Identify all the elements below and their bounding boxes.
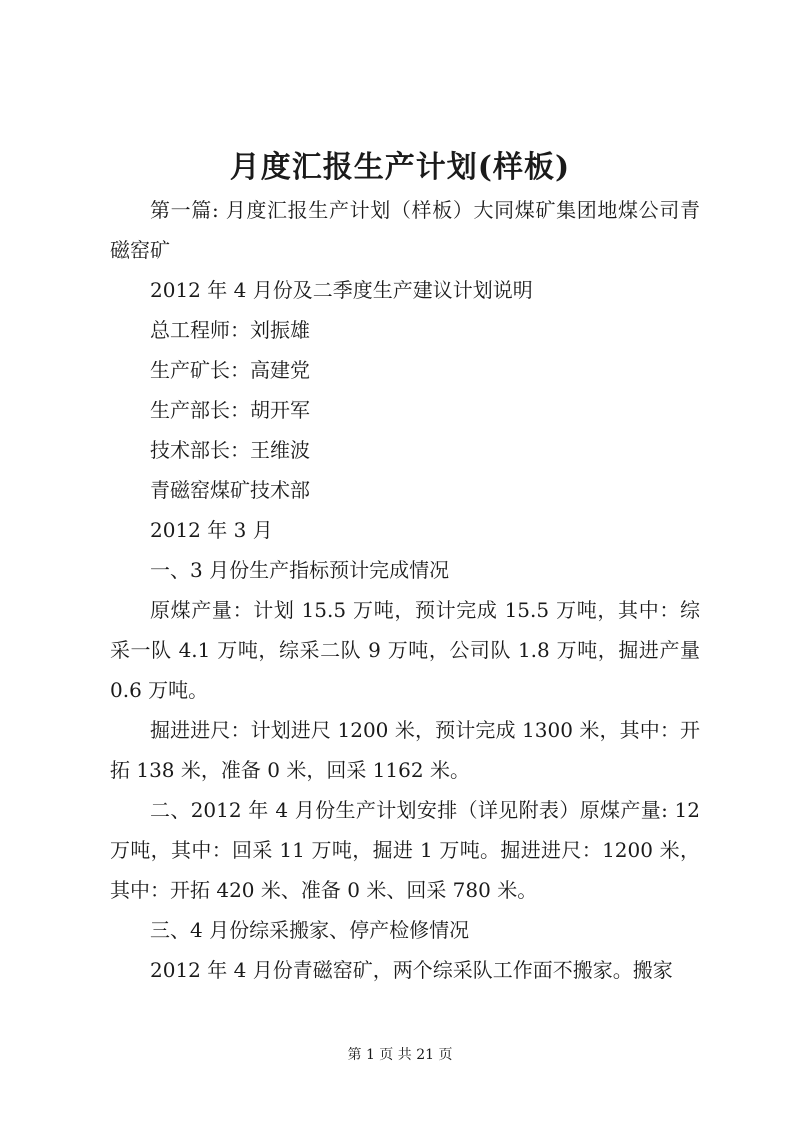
document-title: 月度汇报生产计划(样板) xyxy=(229,150,571,185)
paragraph: 三、4 月份综采搬家、停产检修情况 xyxy=(150,918,470,942)
paragraph: 原煤产量：计划 15.5 万吨，预计完成 15.5 万吨，其中：综采一队 4.1 万吨，综采二队 9 万吨，公司队 1.8 万吨，掘进产量 0.6 万吨。 xyxy=(110,598,700,702)
paragraph: 2012 年 4 月份青磁窑矿，两个综采队工作面不搬家。搬家 xyxy=(150,958,673,982)
paragraph: 二、2012 年 4 月份生产计划安排（详见附表）原煤产量: 12 万吨，其中：回采 11 万吨，掘进 1 万吨。掘进进尺：1200 米，其中：开拓 420 米、准备 0 米、回采 780 米。 xyxy=(110,798,700,902)
page-footer: 第 1 页 共 21 页 xyxy=(347,1047,453,1063)
paragraph: 生产部长：胡开军 xyxy=(150,398,310,422)
paragraph: 青磁窑煤矿技术部 xyxy=(150,478,310,502)
document-body xyxy=(110,190,700,990)
paragraph: 一、3 月份生产指标预计完成情况 xyxy=(150,558,450,582)
paragraph: 2012 年 3 月 xyxy=(150,518,273,542)
paragraph: 生产矿长：高建党 xyxy=(150,358,310,382)
paragraph: 总工程师：刘振雄 xyxy=(150,318,310,342)
paragraph: 技术部长：王维波 xyxy=(150,438,310,462)
paragraph: 第一篇: 月度汇报生产计划（样板）大同煤矿集团地煤公司青磁窑矿 xyxy=(110,198,700,262)
paragraph: 2012 年 4 月份及二季度生产建议计划说明 xyxy=(150,278,533,302)
paragraph: 掘进进尺：计划进尺 1200 米，预计完成 1300 米，其中：开拓 138 米，准备 0 米，回采 1162 米。 xyxy=(110,718,700,782)
